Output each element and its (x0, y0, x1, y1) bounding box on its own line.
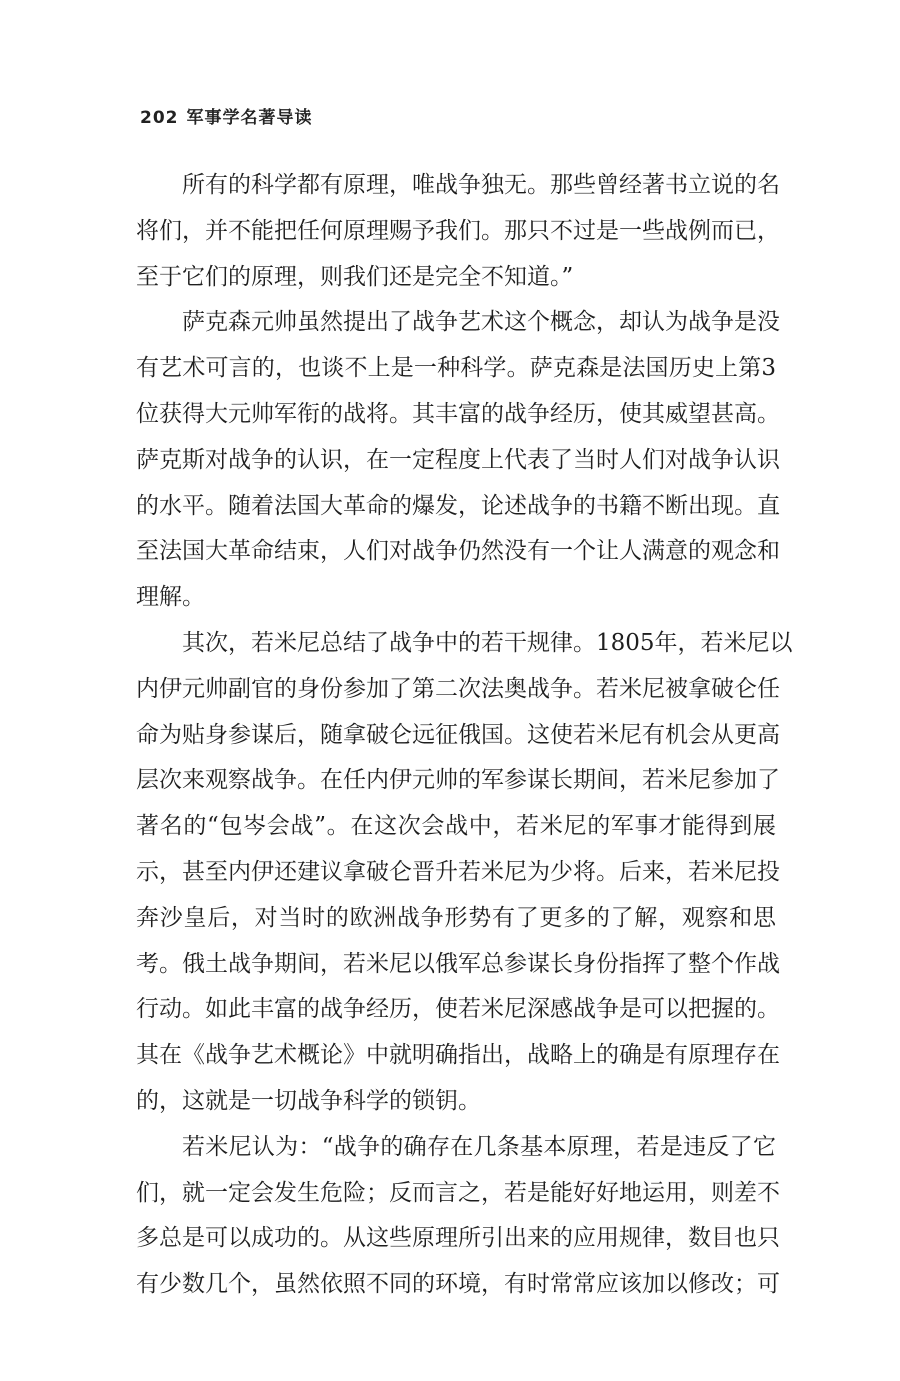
text-line: 其在《战争艺术概论》中就明确指出，战略上的确是有原理存在 (136, 1042, 780, 1069)
text-line: 至法国大革命结束，人们对战争仍然没有一个让人满意的观念和 (136, 538, 780, 565)
text-line: 至于它们的原理，则我们还是完全不知道。” (136, 263, 574, 290)
text-line: 理解。 (136, 584, 205, 611)
text-line: 层次来观察战争。在任内伊元帅的军参谋长期间，若米尼参加了 (136, 767, 780, 794)
text-line: 奔沙皇后，对当时的欧洲战争形势有了更多的了解，观察和思 (136, 904, 776, 931)
page-number: 202 (140, 108, 179, 128)
text-line: 有艺术可言的，也谈不上是一种科学。萨克森是法国历史上第3 (136, 355, 776, 382)
text-line: 考。俄土战争期间，若米尼以俄军总参谋长身份指挥了整个作战 (136, 950, 780, 977)
text-line: 位获得大元帅军衔的战将。其丰富的战争经历，使其威望甚高。 (136, 400, 780, 427)
text-line: 多总是可以成功的。从这些原理所引出来的应用规律，数目也只 (136, 1225, 780, 1252)
text-line: 示，甚至内伊还建议拿破仑晋升若米尼为少将。后来，若米尼投 (136, 858, 780, 885)
running-head (140, 103, 313, 128)
text-line: 著名的“包岑会战”。在这次会战中，若米尼的军事才能得到展 (136, 813, 776, 840)
text-line: 行动。如此丰富的战争经历，使若米尼深感战争是可以把握的。 (136, 996, 780, 1023)
body-text (136, 172, 793, 1317)
text-line: 萨克斯对战争的认识，在一定程度上代表了当时人们对战争认识 (136, 446, 780, 473)
text-line: 有少数几个，虽然依照不同的环境，有时常常应该加以修改；可 (136, 1271, 780, 1298)
text-line: 将们，并不能把任何原理赐予我们。那只不过是一些战例而已， (136, 217, 780, 244)
text-line: 的，这就是一切战争科学的锁钥。 (136, 1087, 481, 1114)
text-line: 命为贴身参谋后，随拿破仑远征俄国。这使若米尼有机会从更高 (136, 721, 780, 748)
text-line: 若米尼认为：“战争的确存在几条基本原理，若是违反了它 (182, 1133, 776, 1160)
text-line: 其次，若米尼总结了战争中的若干规律。1805年，若米尼以 (182, 629, 793, 656)
text-line: 所有的科学都有原理，唯战争独无。那些曾经著书立说的名 (182, 172, 780, 198)
text-line: 萨克森元帅虽然提出了战争艺术这个概念，却认为战争是没 (182, 309, 780, 336)
text-line: 内伊元帅副官的身份参加了第二次法奥战争。若米尼被拿破仑任 (136, 675, 780, 702)
text-line: 们，就一定会发生危险；反而言之，若是能好好地运用，则差不 (136, 1179, 780, 1206)
book-title: 军事学名著导读 (186, 108, 313, 128)
text-line: 的水平。随着法国大革命的爆发，论述战争的书籍不断出现。直 (136, 492, 780, 519)
